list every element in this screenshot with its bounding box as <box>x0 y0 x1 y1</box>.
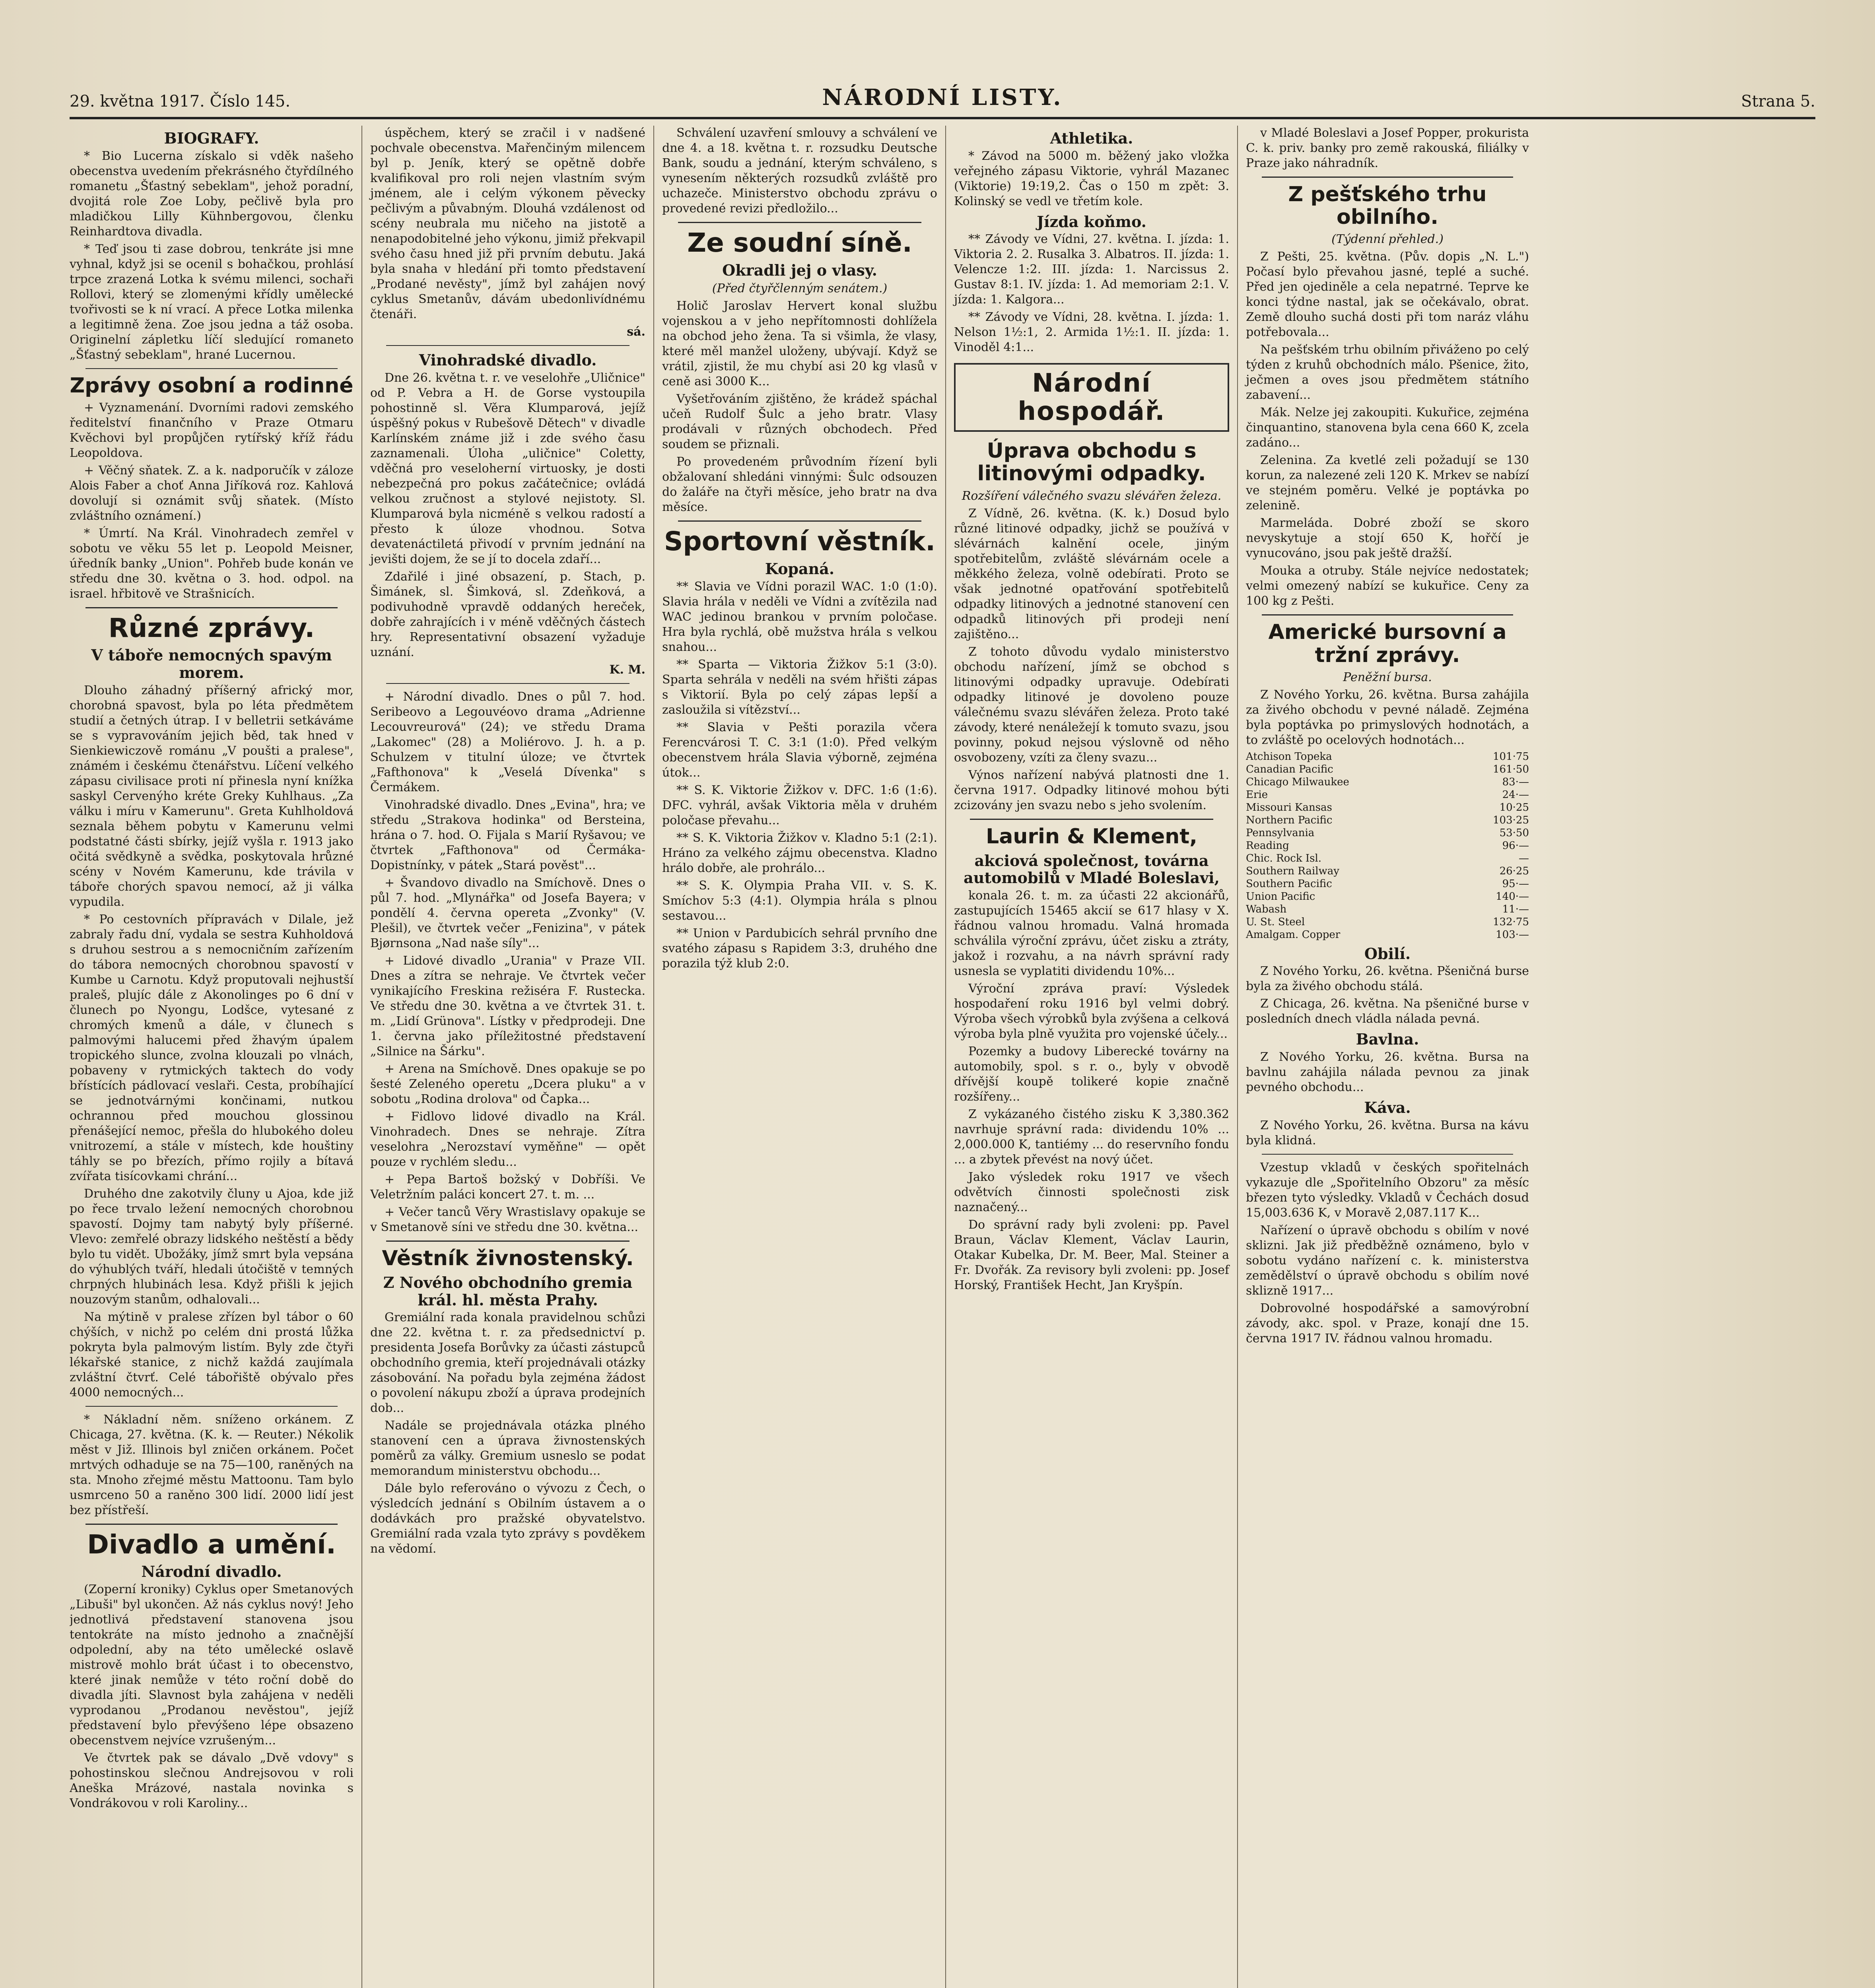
article-personal-1: + Vyznamenání. Dvorními radovi zemského ředitelství finančního v Praze Otmaru Kvěchovi byl propůjčen rytířský kříž řádu Leopoldova. <box>70 400 354 460</box>
heading-various-news: Různé zprávy. <box>108 612 315 643</box>
stock-name: Erie <box>1246 788 1268 801</box>
article-laurin-3: Pozemky a budovy Liberecké továrny na automobily, spol. s r. o., byly v obvodě dřívější koupě tolikeré kopie značně rozšířeny... <box>954 1044 1229 1104</box>
article-trade-1: Gremiální rada konala pravidelnou schůzi dne 22. května t. r. za předsednictví p. presidenta Josefa Borůvky za účasti zástupců obchodního gremia, kteří projednávali otázky zásobování. Na pořadu byla zejména žádost o povolení nákupu zboží a úprava prodejních dob... <box>370 1310 645 1415</box>
stock-value: 103·— <box>1496 928 1529 941</box>
article-coffee: Z Nového Yorku, 26. května. Bursa na kávu byla klidná. <box>1246 1118 1529 1147</box>
article-vinohrady-2: Zdařilé i jiné obsazení, p. Stach, p. Šimánek, sl. Šimková, sl. Zdeňková, a podivuhodně vpravdě oddaných hereček, dobře zahrajících i v méně vděčných částech hry. Representativní obsazení vyžaduje uznání. <box>370 569 645 659</box>
article-court-2: Vyšetřováním zjištěno, že krádež spáchal učeň Rudolf Šulc a jeho bratr. Vlasy prodávali v různých obchodech. Před soudem se přiznali. <box>662 392 937 452</box>
notice-dance-evening: + Večer tanců Věry Wrastislavy opakuje se v Smetanově síni ve středu dne 30. května... <box>370 1205 645 1234</box>
article-grain-2: Z Chicaga, 26. května. Na pšeničné burse v posledních dnech vládla nálada pevná. <box>1246 997 1529 1026</box>
article-court-3: Po provedeném průvodním řízení byli obžalovaní shledáni vinnými: Šulc odsouzen do žaláře na čtyři měsíce, jeho bratr na dva měsíce. <box>662 455 937 514</box>
stock-name: Chicago Milwaukee <box>1246 776 1349 788</box>
heading-sleeping-sickness: V táboře nemocných spavým morem. <box>91 646 332 682</box>
divider <box>85 607 338 608</box>
article-laurin-1: konala 26. t. m. za účasti 22 akcionářů, zastupujících 15465 akcií se 617 hlasy v X. řádnou valnou hromadu. Valná hromada schválila výroční zprávu, účet zisku a ztráty, jakož i rozvahu, a na návrh správní rady usnesla se vyplatiti dividendu 10%... <box>954 889 1229 978</box>
economy-section-banner <box>954 363 1229 432</box>
article-cotton: Z Nového Yorku, 26. května. Bursa na bavlnu zahájila nálada pevnou za jinak pevného obchodu... <box>1246 1050 1529 1095</box>
notice-concert: + Pepa Bartoš božský v Dobříši. Ve Veletržním paláci koncert 27. t. m. ... <box>370 1172 645 1202</box>
stock-value: 103·25 <box>1493 814 1529 826</box>
heading-pest-grain-market: Z pešťského trhu obilního. <box>1288 182 1487 229</box>
heading-national-economist: Národní hospodář. <box>1018 369 1166 426</box>
stock-value: 26·25 <box>1499 865 1529 877</box>
article-iron-1: Z Vídně, 26. května. (K. k.) Dosud bylo různé litinové odpadky, jichž se používá v slévárnách kalnění ocele, jiným spotřebitelům, zvláště slévárnám ocele a měkkého železa, volně odebírati. Proto se však jednotné opatřování spotřebitelů odpadky litinových a jednotné stanovení cen odpadků litinových při prodeji není zajištěno... <box>954 506 1229 641</box>
heading-horse-racing: Jízda koňmo. <box>1037 212 1146 231</box>
column-2 <box>361 126 653 1988</box>
heading-laurin-klement: Laurin & Klement, <box>986 824 1197 848</box>
article-sleeping-sickness-4: Na mýtině v pralese zřízen byl tábor o 60 chýších, v nichž po celém dni prostá lůžka pokryta byla palmovým listím. Byly zde čtyři lékařské stanice, z nichž každá zaujímala zvláštní čtvrť. Celé tábořiště obývalo přes 4000 nemocných... <box>70 1310 354 1400</box>
stock-name: U. St. Steel <box>1246 916 1305 928</box>
stock-value: 132·75 <box>1493 916 1529 928</box>
article-market-6: Mouka a otruby. Stále nejvíce nedostatek; velmi omezený nabízí se kukuřice. Ceny za 100 kg z Pešti. <box>1246 564 1529 608</box>
article-sleeping-sickness: Dlouho záhadný příšerný africký mor, chorobná spavost, byla po léta předmětem studií a četných útrap. I v belletrii setkáváme se s vypravováním jejich běd, tak hned v Sienkiewiczově románu „V poušti a pralese", známém i českému čtenářstvu. Líčení velkého zápasu civilisace proti ní přinesla nyní knížka saskyl Cervenýho kréte Greky Kuhlhaus. „Za válku i míru v Kamerunu". Greta Kuhlholdová seznala během pobytu v Kamerunu velmi podstatné části sbírky, jejíž vyšla r. 1913 jako očitá svědkyně a svědka, poskytovala hrůzné scény v Novém Kamerunu, kde trávila v táboře chorých spavou nemocí, až ji válka vypudila. <box>70 683 354 909</box>
article-sport-7: ** Union v Pardubicích sehrál prvního dne svatého zápasu s Rapidem 3:3, druhého dne porazila týž klub 2:0. <box>662 926 937 971</box>
stock-value: 83·— <box>1502 776 1529 788</box>
stock-value: 10·25 <box>1499 801 1529 813</box>
heading-theatre-and-art: Divadlo a umění. <box>87 1529 336 1560</box>
divider <box>1262 177 1513 178</box>
divider <box>386 345 630 346</box>
columns <box>70 126 1815 1988</box>
article-trade-3: Dále bylo referováno o vývozu z Čech, o výsledcích jednání s Obilním ústavem a o dodávkách pro pražské obyvatelstvo. Gremiální rada vzala tyto zprávy s povděkem na vědomí. <box>370 1481 645 1556</box>
article-racing-2: ** Závody ve Vídni, 28. května. I. jízda: 1. Nelson 1½:1, 2. Armida 1½:1. II. jízda: 1. Vinoděl 4:1... <box>954 310 1229 355</box>
article-grain-1: Z Nového Yorku, 26. května. Pšeničná burse byla za živého obchodu stálá. <box>1246 964 1529 994</box>
article-sport-1: ** Slavia ve Vídni porazil WAC. 1:0 (1:0). Slavia hrála v neděli ve Vídni a zvítězila nad WAC jedinou brankou v prvním poločase. Hra byla rychlá, obě mužstva hrála s velkou snahou... <box>662 579 937 654</box>
article-continued: v Mladé Boleslavi a Josef Popper, prokurista C. k. priv. banky pro země rakouská, filiálky v Praze jako náhradník. <box>1246 126 1529 170</box>
stock-value: 53·50 <box>1499 827 1529 839</box>
stock-name: Amalgam. Copper <box>1246 928 1341 941</box>
divider <box>85 1406 338 1407</box>
stock-value: — <box>1519 852 1529 864</box>
stock-name: Southern Pacific <box>1246 878 1332 890</box>
notice-arena: + Arena na Smíchově. Dnes opakuje se po šesté Zeleného operetu „Dcera pluku" a v sobotu „Rodina drolova" od Čapka... <box>370 1062 645 1106</box>
article-market-2: Na pešťském trhu obilním přiváženo po celý týden z kruhů obchodních málo. Pšenice, žito, ječmen a oves jsou předmětem státního zabavení... <box>1246 343 1529 402</box>
article-laurin-5: Jako výsledek roku 1917 ve všech odvětvích činnosti společnosti zisk naznačený... <box>954 1170 1229 1215</box>
stock-name: Canadian Pacific <box>1246 763 1333 775</box>
stock-value: 96·— <box>1502 839 1529 852</box>
article-american-1: Z Nového Yorku, 26. května. Bursa zahájila za živého obchodu v pevné náladě. Zejména byla poptávka po primyslových hodnotách, a to zvláště po ocelových hodnotách... <box>1246 687 1529 747</box>
article-iron-3: Výnos nařízení nabývá platnosti dne 1. června 1917. Odpadky litinové mohou býti zcizovány jen svazu nebo s jeho svolením. <box>954 768 1229 812</box>
heading-stolen-hair: Okradli jej o vlasy. <box>722 261 877 279</box>
article-opera-chronicle: (Zoperní kroniky) Cyklus oper Smetanových „Libuši" byl ukončen. Až nás cyklus nový! Jeho jednotlivá představení stanovena jsou tentokráte na místo jednoho a značnější odpolední, aby na této umělecké oslavě mistrově mohlo brát účast i to obecenstvo, které jinak nemůže v této roční době do divadla jíti. Slavnost byla zahájena v neděli vyprodanou „Prodanou nevěstou", jejíž představení bylo převýšeno lépe obsazeno obecenstvem nejvíce vzrušeným... <box>70 1582 354 1748</box>
article-sport-2: ** Sparta — Viktoria Žižkov 5:1 (3:0). Sparta sehrála v neděli na svém hřišti zápas s Viktorií. Byla po celý zápas lepší a zasloužila si vítězství... <box>662 657 937 717</box>
newspaper-title: NÁRODNÍ LISTY. <box>822 84 1063 111</box>
column-4 <box>945 126 1237 1988</box>
heading-american-markets: Americké bursovní a tržní zprávy. <box>1268 620 1507 667</box>
stock-value: 101·75 <box>1493 750 1529 763</box>
divider <box>970 819 1213 820</box>
heading-cotton: Bavlna. <box>1356 1030 1419 1048</box>
article-sport-5: ** S. K. Viktoria Žižkov v. Kladno 5:1 (2:1). Hráno za velkého zájmu obecenstva. Kladno hrálo dobře, ale prohrálo... <box>662 831 937 875</box>
article-opera-continued: úspěchem, který se zračil i v nadšené pochvale obecenstva. Mařenčiným milencem byl p. Jeník, který se opětně dobře kvalifikoval pro roli nejen vlastním svým jménem, ale i celým výkonem pěvecky pečlivým a půvabným. Dlouhá vzdálenost od scény neubrala mu ničeho na jistotě a nenapodobitelné jeho výkonu, jimiž překvapil svého času hned již při prvním debutu. Jaká byla snaha v hledání při tomto představení „Prodané nevěsty", jímž byl zahájen nový cyklus Smetanův, dávám ubedonlivídnému čtenáři. <box>370 126 645 321</box>
subheading-money-exchange: Peněžní bursa. <box>1343 670 1432 684</box>
heading-personal-news: Zprávy osobní a rodinné <box>70 373 354 398</box>
heading-trade-gremium: Z Nového obchodního gremia král. hl. města Prahy. <box>383 1273 633 1309</box>
article-athletics: * Závod na 5000 m. běžený jako vložka veřejného zápasu Viktorie, vyhrál Mazanec (Viktorie) 19:19,2. Čas o 150 m zpět: 3. Kolinský se vedl ve třetím kole. <box>954 149 1229 208</box>
heading-biografy: BIOGRAFY. <box>164 129 259 147</box>
article-biografy-2: * Teď jsou ti zase dobrou, tenkráte jsi mne vyhnal, když jsi se ocenil s bohačkou, prohlásí trpce zrazená Lotka k svému milenci, sochaři Rollovi, který se zlomenými křídly umělecké tvořivosti se k ní vrací. A přece Lotka milenka a legitimně žena. Zoe jsou jedna a táž osoba. Originelní zápletku líčí sledující romaneto „Šťastný sebeklam", hrané Lucernou. <box>70 242 354 362</box>
stock-table <box>1246 750 1529 941</box>
notice-vinohrady-theatre: Vinohradské divadlo. Dnes „Evina", hra; ve středu „Strakova hodinka" od Bersteina, hrána o 7. hod. O. Fijala s Marií Ryšavou; ve čtvrtek „Fafthonova" od Čermáka-Dopistnínky, v pátek „Stará pověst"... <box>370 798 645 872</box>
divider <box>386 1241 630 1242</box>
stock-name: Northern Pacific <box>1246 814 1333 826</box>
stock-name: Chic. Rock Isl. <box>1246 852 1322 864</box>
article-personal-2: + Věčný sňatek. Z. a k. nadporučík v záloze Alois Faber a choť Anna Jiříková roz. Kahlová dovolují si oznámit svůj sňatek. (Místo zvláštního oznámení.) <box>70 463 354 523</box>
divider <box>85 368 338 369</box>
article-sleeping-sickness-2: * Po cestovních přípravách v Dilale, jež zabraly řadu dní, vydala se sestra Kuhholdová s druhou sestrou a s nemocničním zařízením do tábora nemocných chorobnou spavostí v Kumbe u Carnotu. Když proputovali nejhustší praleš, plujíc dále z Akonolinges po 6 dní v člunech po Nyongu, Lodšce, vytesané z chromých kmenů a dále, v člunech s palmovými halucemi před žhavým úpalem tropického slunce, zvolna klouzali po vlnách, pobaveny v rytmických taktech do vody břístících pádlovací veslaři. Cesta, probíhající se jednotvárnými končinami, nutkou ochrannou před mouchou glossinou přenášející nemoc, přešla do hlubokého doleu vnitrozemí, a stále v místech, kde houštiny táhly se po březích, přímo rojily a bítavá zvířata tisícovkami chrání... <box>70 912 354 1183</box>
article-deposits: Vzestup vkladů v českých spořitelnách vykazuje dle „Spořitelního Obzoru" za měsíc březen tyto výsledky. Vkladů v Čechách dosud 15,003.636 K, v Moravě 2,087.117 K... <box>1246 1160 1529 1220</box>
stock-name: Pennsylvania <box>1246 827 1315 839</box>
article-personal-3: * Úmrtí. Na Král. Vinohradech zemřel v sobotu ve věku 55 let p. Leopold Meisner, úředník banky „Union". Pohřeb bude konán ve středu dne 30. května o 3. hod. odpol. na israel. hřbitově ve Strašnicích. <box>70 526 354 601</box>
heading-grain: Obilí. <box>1364 944 1411 963</box>
article-grain-decree: Nařízení o úpravě obchodu s obilím v nové sklizni. Jak již předběžně oznámeno, bylo v sobotu vydáno nařízení c. k. ministerstva zemědělství o úpravě obchodu s obilím nové sklizně 1917... <box>1246 1223 1529 1298</box>
article-intro: Schválení uzavření smlouvy a schválení ve dne 4. a 18. května t. r. rozsudku Deutsche Bank, soudu a jednání, kterým schváleno, s vynesením některých rozsudků zvláště pro uchazeče. Ministerstvo obchodu zprávu o provedené revizi předložilo... <box>662 126 937 215</box>
divider <box>678 222 921 223</box>
subheading-foundry-union: Rozšíření válečného svazu slévářen železa. <box>962 489 1222 503</box>
article-opera-chronicle-2: Ve čtvrtek pak se dávalo „Dvě vdovy" s pohostinskou slečnou Andrejsovou v roli Aneška Mrázové, nastala novinka s Vondrákovou v roli Karoliny... <box>70 1751 354 1811</box>
stock-value: 161·50 <box>1493 763 1529 775</box>
divider <box>386 683 630 684</box>
article-market-1: Z Pešti, 25. května. (Pův. dopis „N. L.") Počasí bylo převahou jasné, teplé a suché. Před jen ojediněle a cela nepatrné. Teprve ke konci týdne nastal, jak se očekávalo, obrat. Země dlouho suchá dosti při tom naráz vláhu potřebovala... <box>1246 250 1529 340</box>
column-1 <box>70 126 361 1988</box>
notice-urania-theatre: + Lidové divadlo „Urania" v Praze VII. Dnes a zítra se nehraje. Ve čtvrtek večer vynikajícího Freskina režiséra F. Rustecka. Ve středu dne 30. května a ve čtvrtek 31. t. m. „Lidí Grünova". Lístky v předprodeji. Dne 1. června jako příležitostné představení „Silnice na Šárku". <box>370 953 645 1058</box>
article-sport-6: ** S. K. Olympia Praha VII. v. S. K. Smíchov 5:3 (4:1). Olympia hrála s plnou sestavou... <box>662 878 937 923</box>
divider <box>1262 614 1513 615</box>
heading-vinohrady-theatre: Vinohradské divadlo. <box>419 351 597 369</box>
article-trade-2: Nadále se projednávala otázka plného stanovení cen a úprava živnostenských poměrů za války. Gremium usneslo se podat memorandum ministerstvu obchodu... <box>370 1419 645 1478</box>
masthead <box>70 80 1815 119</box>
article-market-5: Marmeláda. Dobré zboží se skoro nevyskytuje a stojí 650 K, hořčí je vynucováno, jsou pak ještě dražší. <box>1246 516 1529 561</box>
article-market-3: Mák. Nelze jej zakoupiti. Kukuřice, zejména činquantino, stanovena byla cena 660 K, zcela zadáno... <box>1246 406 1529 450</box>
article-court-1: Holič Jaroslav Hervert konal službu vojenskou a v jeho nepřítomnosti dohlížela na obchod jeho žena. Ta si všimla, že vlasy, které měl manžel uloženy, ubývají. Když se vrátil, zjistil, že mu chybí asi 20 kg vlasů v ceně asi 3000 K... <box>662 299 937 389</box>
article-laurin-2: Výroční zpráva praví: Výsledek hospodaření roku 1916 byl velmi dobrý. Výroba všech výrobků byla zvýšena a celková výroba byla plně využita pro vojenské účely... <box>954 982 1229 1041</box>
subheading-weekly-review: (Týdenní přehled.) <box>1331 232 1444 247</box>
signature: sá. <box>627 325 645 339</box>
article-iron-2: Z tohoto důvodu vydalo ministerstvo obchodu nařízení, jímž se obchod s litinovými odpadky upravuje. Odebírati odpadky litinové je dovoleno pouze válečnému svazu slévářen železa. Proto také závody, které nenáležejí k tomuto svazu, jsou povinny, pokud nejsou výslovně od něho osvobozeny, vzíti za členy svazu... <box>954 645 1229 765</box>
heading-trade-bulletin: Věstník živnostenský. <box>382 1246 634 1270</box>
notice-svanda-theatre: + Švandovo divadlo na Smíchově. Dnes o půl 7. hod. „Mlynářka" od Josefa Bayera; v pondělí 4. června opereta „Zvonky" (V. Plešil), ve čtvrtek večer „Fenizina", v pátek Bjørnsona „Nad naše síly"... <box>370 876 645 950</box>
stock-value: 95·— <box>1502 878 1529 890</box>
issue-date: 29. května 1917. Číslo 145. <box>70 92 291 111</box>
stock-value: 24·— <box>1502 788 1529 801</box>
article-racing-1: ** Závody ve Vídni, 27. května. I. jízda: 1. Viktoria 2. 2. Rusalka 3. Albatros. II. jízda: 1. Velencze 1:2. III. jízda: 1. Narcissus 2. Gustav 8:1. IV. jízda: 1. Ad memoriam 2:1. V. jízda: 1. Kalgora... <box>954 232 1229 307</box>
article-sport-4: ** S. K. Viktorie Žižkov v. DFC. 1:6 (1:6). DFC. vyhrál, avšak Viktoria měla v druhém poločase převahu... <box>662 783 937 827</box>
article-vinohrady: Dne 26. května t. r. ve veselohře „Uličnice" od P. Vebra a H. de Gorse vystoupila pohostinně sl. Věra Klumparová, jejíž úspěšný pokus v Rubešově Dětech" v divadle Karlínském známe již i zde svého času zaznamenali. Úloha „uličnice" Coletty, vděčná pro veseloherní virtuosky, je dosti nebezpečná pro pokus začátečnice; ovládá velkou zručnost a stylové nejistoty. Sl. Klumparová byla nicméně s velkou radostí a přesto k úloze vhodnou. Sotva devatenáctiletá přivodí v prvním jednání na jevišti dojem, že se jí to docela zdaří... <box>370 371 645 566</box>
article-sport-3: ** Slavia v Pešti porazila včera Ferencvárosi T. C. 3:1 (1:0). Před velkým obecenstvem hrála Slavia výborně, zejména útok... <box>662 720 937 780</box>
divider <box>85 1524 338 1525</box>
heading-sports-bulletin: Sportovní věstník. <box>664 526 936 557</box>
stock-value: 140·— <box>1496 890 1529 903</box>
heading-football: Kopaná. <box>765 559 835 578</box>
heading-cast-iron-waste: Úprava obchodu s litinovými odpadky. <box>977 439 1206 486</box>
stock-name: Atchison Topeka <box>1246 750 1332 763</box>
heading-athletics: Athletika. <box>1050 129 1133 147</box>
subheading-laurin-klement: akciová společnost, továrna automobilů v Mladé Boleslavi, <box>964 851 1220 887</box>
column-5 <box>1237 126 1529 1988</box>
page-number: Strana 5. <box>1741 92 1815 111</box>
article-biografy: * Bio Lucerna získalo si vděk našeho obecenstva uvedením překrásného čtyřdílného romanetu „Šťastný sebeklam", jehož poradní, dvojitá role Zoe Loby, pečlivě byla pro mladičkou Lilly Kühnbergovou, členku Reinhardtova divadla. <box>70 149 354 239</box>
stock-name: Southern Railway <box>1246 865 1339 877</box>
stock-name: Reading <box>1246 839 1289 852</box>
notice-national-theatre: + Národní divadlo. Dnes o půl 7. hod. Seribeovo a Legouvéovo drama „Adrienne Lecouvreurová" (24); ve středu Drama „Lakomec" (28) a Moliérovo. J. h. a p. Schulzem v titulní úloze; ve čtvrtek „Fafthonova" k „Veselá Dívenka" s Čermákem. <box>370 689 645 794</box>
stock-name: Wabash <box>1246 903 1287 915</box>
heading-national-theatre: Národní divadlo. <box>141 1563 282 1581</box>
heading-court-room: Ze soudní síně. <box>687 227 912 258</box>
article-market-4: Zelenina. Za kvetlé zeli požadují se 130 korun, za nalezené zeli 120 K. Mrkev se nabízí ve stejném poměru. Velké je poptávka po zelenině. <box>1246 453 1529 513</box>
stock-name: Union Pacific <box>1246 890 1315 903</box>
stock-name: Missouri Kansas <box>1246 801 1332 813</box>
signature: K. M. <box>609 662 645 677</box>
article-tornado: * Nákladní něm. sníženo orkánem. Z Chicaga, 27. května. (K. k. — Reuter.) Nékolik měst v Již. Illinois byl zničen orkánem. Počet mrtvých odhaduje se na 75—100, raněných na sta. Mnoho zřejmé městu Mattoonu. Tam bylo usmrceno 50 a raněno 300 lidí. 2000 lidí jest bez přístřeší. <box>70 1412 354 1517</box>
article-sleeping-sickness-3: Druhého dne zakotvily čluny u Ajoa, kde již po řece trvalo ležení nemocných chorobnou spavostí. Dojmy tam nabytý byly příšerné. Vlevo: zemřelé obrazy lidského neštěstí a bědy bylo tu vidět. Ubožáky, jímž smrt byla vepsána do výhublých tváří, hledali útočiště v temných chrpných hlubinách lesa. Když přišli k jejich nouzovým stanům, odhalovali... <box>70 1186 354 1307</box>
subheading-senate: (Před čtyřčlenným senátem.) <box>712 282 888 296</box>
article-laurin-6: Do správní rady byli zvoleni: pp. Pavel Braun, Václav Klement, Václav Laurin, Otakar Kubelka, Dr. M. Beer, Mal. Steiner a Fr. Dvořák. Za revisory byli zvoleni: pp. Josef Horský, František Hecht, Jan Kryšpín. <box>954 1218 1229 1293</box>
stock-value: 11·— <box>1502 903 1529 915</box>
article-laurin-4: Z vykázaného čistého zisku K 3,380.362 navrhuje správní rada: dividendu 10% ... 2,000.000 K, tantiémy ... do reservního fondu ... a zbytek převést na nový účet. <box>954 1107 1229 1167</box>
divider <box>678 520 921 522</box>
notice-fidlovo-theatre: + Fidlovo lidové divadlo na Král. Vinohradech. Dnes se nehraje. Zítra veselohra „Nerozstaví vyměňne" — opět pouze v rychlém sledu... <box>370 1109 645 1169</box>
article-cooperative: Dobrovolné hospodářské a samovýrobní závody, akc. spol. v Praze, konají dne 15. června 1917 IV. řádnou valnou hromadu. <box>1246 1301 1529 1345</box>
divider <box>1262 1154 1513 1155</box>
heading-coffee: Káva. <box>1364 1099 1411 1117</box>
column-3 <box>653 126 945 1988</box>
